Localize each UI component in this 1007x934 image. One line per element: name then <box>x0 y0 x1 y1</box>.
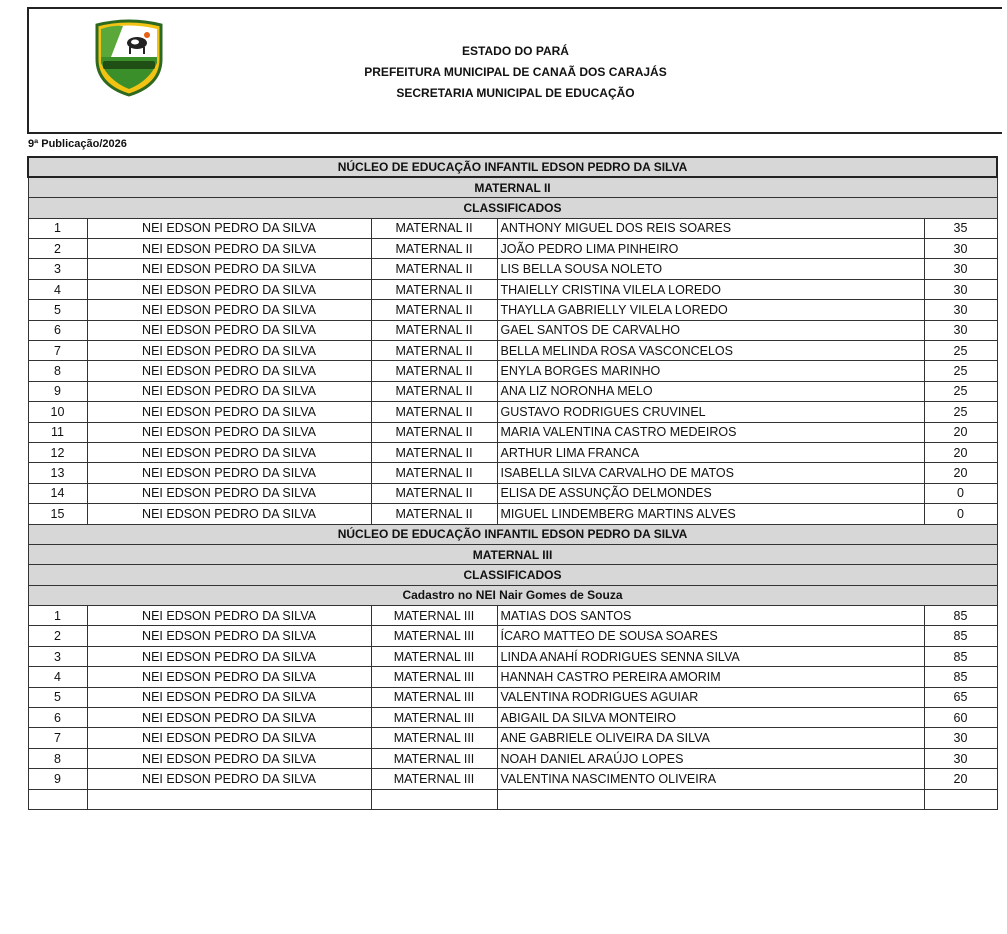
table-row <box>28 259 997 279</box>
section1-title <box>28 157 997 177</box>
publication-label: 9ª Publicação/2026 <box>28 138 127 150</box>
row-number-cell: 4 <box>28 667 87 687</box>
document-header <box>27 7 1002 134</box>
row-number-cell: 10 <box>28 402 87 422</box>
table-row <box>28 341 997 361</box>
school-name-cell: NEI EDSON PEDRO DA SILVA <box>87 606 371 626</box>
score-cell: 35 <box>924 218 997 238</box>
empty-cell <box>497 789 924 809</box>
score-cell: 25 <box>924 381 997 401</box>
score-cell: 30 <box>924 279 997 299</box>
student-name-cell: MIGUEL LINDEMBERG MARTINS ALVES <box>497 504 924 524</box>
school-name-cell: NEI EDSON PEDRO DA SILVA <box>87 361 371 381</box>
score-cell: 25 <box>924 341 997 361</box>
class-level-cell: MATERNAL II <box>371 361 497 381</box>
table-row <box>28 442 997 462</box>
school-name-cell: NEI EDSON PEDRO DA SILVA <box>87 300 371 320</box>
class-level-cell: MATERNAL II <box>371 442 497 462</box>
class-level-cell: MATERNAL III <box>371 687 497 707</box>
score-cell: 30 <box>924 728 997 748</box>
table-row <box>28 463 997 483</box>
class-level-cell: MATERNAL II <box>371 300 497 320</box>
school-name-cell: NEI EDSON PEDRO DA SILVA <box>87 442 371 462</box>
class-level-cell: MATERNAL III <box>371 769 497 789</box>
row-number-cell: 6 <box>28 320 87 340</box>
table-row <box>28 504 997 524</box>
table-row <box>28 239 997 259</box>
class-level-cell: MATERNAL III <box>371 728 497 748</box>
class-level-cell: MATERNAL III <box>371 646 497 666</box>
section2-level <box>28 544 997 564</box>
row-number-cell: 2 <box>28 239 87 259</box>
section2-title <box>28 524 997 544</box>
student-name-cell: JOÃO PEDRO LIMA PINHEIRO <box>497 239 924 259</box>
score-cell: 25 <box>924 361 997 381</box>
class-level-cell: MATERNAL III <box>371 708 497 728</box>
section2-note-text: Cadastro no NEI Nair Gomes de Souza <box>28 585 997 605</box>
score-cell: 25 <box>924 402 997 422</box>
table-row <box>28 748 997 768</box>
student-name-cell: LINDA ANAHÍ RODRIGUES SENNA SILVA <box>497 646 924 666</box>
student-name-cell: ABIGAIL DA SILVA MONTEIRO <box>497 708 924 728</box>
school-name-cell: NEI EDSON PEDRO DA SILVA <box>87 769 371 789</box>
student-name-cell: ANTHONY MIGUEL DOS REIS SOARES <box>497 218 924 238</box>
row-number-cell: 7 <box>28 728 87 748</box>
class-level-cell: MATERNAL II <box>371 259 497 279</box>
table-row <box>28 300 997 320</box>
score-cell: 20 <box>924 769 997 789</box>
student-name-cell: VALENTINA RODRIGUES AGUIAR <box>497 687 924 707</box>
section1-level <box>28 177 997 197</box>
student-name-cell: THAYLLA GABRIELLY VILELA LOREDO <box>497 300 924 320</box>
class-level-cell: MATERNAL II <box>371 218 497 238</box>
row-number-cell: 5 <box>28 300 87 320</box>
student-name-cell: LIS BELLA SOUSA NOLETO <box>497 259 924 279</box>
school-name-cell: NEI EDSON PEDRO DA SILVA <box>87 402 371 422</box>
row-number-cell: 13 <box>28 463 87 483</box>
table-row <box>28 687 997 707</box>
row-number-cell: 12 <box>28 442 87 462</box>
row-number-cell: 2 <box>28 626 87 646</box>
school-name-cell: NEI EDSON PEDRO DA SILVA <box>87 218 371 238</box>
student-name-cell: BELLA MELINDA ROSA VASCONCELOS <box>497 341 924 361</box>
table-row <box>28 667 997 687</box>
school-name-cell: NEI EDSON PEDRO DA SILVA <box>87 239 371 259</box>
school-name-cell: NEI EDSON PEDRO DA SILVA <box>87 626 371 646</box>
class-level-cell: MATERNAL II <box>371 239 497 259</box>
school-name-cell: NEI EDSON PEDRO DA SILVA <box>87 381 371 401</box>
school-name-cell: NEI EDSON PEDRO DA SILVA <box>87 279 371 299</box>
student-name-cell: ELISA DE ASSUNÇÃO DELMONDES <box>497 483 924 503</box>
student-name-cell: THAIELLY CRISTINA VILELA LOREDO <box>497 279 924 299</box>
row-number-cell: 5 <box>28 687 87 707</box>
table-row <box>28 483 997 503</box>
school-name-cell: NEI EDSON PEDRO DA SILVA <box>87 728 371 748</box>
score-cell: 0 <box>924 504 997 524</box>
class-level-cell: MATERNAL II <box>371 341 497 361</box>
section2-title-text: NÚCLEO DE EDUCAÇÃO INFANTIL EDSON PEDRO DA SILVA <box>28 524 997 544</box>
class-level-cell: MATERNAL III <box>371 606 497 626</box>
table-row <box>28 769 997 789</box>
row-number-cell: 14 <box>28 483 87 503</box>
row-number-cell: 11 <box>28 422 87 442</box>
header-prefecture: PREFEITURA MUNICIPAL DE CANAÃ DOS CARAJÁS <box>364 65 667 79</box>
class-level-cell: MATERNAL III <box>371 667 497 687</box>
student-name-cell: GUSTAVO RODRIGUES CRUVINEL <box>497 402 924 422</box>
table-row <box>28 606 997 626</box>
table-row <box>28 361 997 381</box>
school-name-cell: NEI EDSON PEDRO DA SILVA <box>87 504 371 524</box>
row-number-cell: 8 <box>28 361 87 381</box>
score-cell: 20 <box>924 442 997 462</box>
row-number-cell: 7 <box>28 341 87 361</box>
score-cell: 30 <box>924 320 997 340</box>
student-name-cell: NOAH DANIEL ARAÚJO LOPES <box>497 748 924 768</box>
student-name-cell: MARIA VALENTINA CASTRO MEDEIROS <box>497 422 924 442</box>
empty-cell <box>87 789 371 809</box>
classification-table <box>27 156 998 810</box>
student-name-cell: ANE GABRIELE OLIVEIRA DA SILVA <box>497 728 924 748</box>
score-cell: 30 <box>924 748 997 768</box>
student-name-cell: GAEL SANTOS DE CARVALHO <box>497 320 924 340</box>
school-name-cell: NEI EDSON PEDRO DA SILVA <box>87 708 371 728</box>
score-cell: 85 <box>924 626 997 646</box>
class-level-cell: MATERNAL II <box>371 402 497 422</box>
class-level-cell: MATERNAL II <box>371 381 497 401</box>
row-number-cell: 3 <box>28 646 87 666</box>
school-name-cell: NEI EDSON PEDRO DA SILVA <box>87 422 371 442</box>
section1-status-text: CLASSIFICADOS <box>28 198 997 218</box>
row-number-cell: 6 <box>28 708 87 728</box>
class-level-cell: MATERNAL II <box>371 422 497 442</box>
score-cell: 0 <box>924 483 997 503</box>
class-level-cell: MATERNAL III <box>371 626 497 646</box>
class-level-cell: MATERNAL II <box>371 320 497 340</box>
row-number-cell: 9 <box>28 381 87 401</box>
school-name-cell: NEI EDSON PEDRO DA SILVA <box>87 687 371 707</box>
section1-level-text: MATERNAL II <box>28 177 997 197</box>
section1-title-text: NÚCLEO DE EDUCAÇÃO INFANTIL EDSON PEDRO DA SILVA <box>28 157 997 177</box>
school-name-cell: NEI EDSON PEDRO DA SILVA <box>87 748 371 768</box>
row-number-cell: 15 <box>28 504 87 524</box>
school-name-cell: NEI EDSON PEDRO DA SILVA <box>87 341 371 361</box>
section1-status <box>28 198 997 218</box>
score-cell: 60 <box>924 708 997 728</box>
score-cell: 85 <box>924 667 997 687</box>
table-row <box>28 279 997 299</box>
empty-cell <box>28 789 87 809</box>
table-row <box>28 218 997 238</box>
school-name-cell: NEI EDSON PEDRO DA SILVA <box>87 259 371 279</box>
row-number-cell: 9 <box>28 769 87 789</box>
class-level-cell: MATERNAL III <box>371 748 497 768</box>
student-name-cell: ARTHUR LIMA FRANCA <box>497 442 924 462</box>
score-cell: 20 <box>924 422 997 442</box>
row-number-cell: 1 <box>28 218 87 238</box>
score-cell: 85 <box>924 646 997 666</box>
student-name-cell: ISABELLA SILVA CARVALHO DE MATOS <box>497 463 924 483</box>
table-row <box>28 626 997 646</box>
empty-cell <box>924 789 997 809</box>
score-cell: 30 <box>924 259 997 279</box>
empty-cell <box>371 789 497 809</box>
score-cell: 30 <box>924 239 997 259</box>
student-name-cell: HANNAH CASTRO PEREIRA AMORIM <box>497 667 924 687</box>
school-name-cell: NEI EDSON PEDRO DA SILVA <box>87 320 371 340</box>
class-level-cell: MATERNAL II <box>371 483 497 503</box>
section2-level-text: MATERNAL III <box>28 544 997 564</box>
school-name-cell: NEI EDSON PEDRO DA SILVA <box>87 463 371 483</box>
class-level-cell: MATERNAL II <box>371 279 497 299</box>
section2-status-text: CLASSIFICADOS <box>28 565 997 585</box>
section2-note <box>28 585 997 605</box>
score-cell: 85 <box>924 606 997 626</box>
section2-status <box>28 565 997 585</box>
score-cell: 65 <box>924 687 997 707</box>
class-level-cell: MATERNAL II <box>371 504 497 524</box>
row-number-cell: 8 <box>28 748 87 768</box>
student-name-cell: ÍCARO MATTEO DE SOUSA SOARES <box>497 626 924 646</box>
table-row <box>28 422 997 442</box>
score-cell: 30 <box>924 300 997 320</box>
table-row <box>28 320 997 340</box>
student-name-cell: ANA LIZ NORONHA MELO <box>497 381 924 401</box>
header-secretariat: SECRETARIA MUNICIPAL DE EDUCAÇÃO <box>396 86 635 100</box>
school-name-cell: NEI EDSON PEDRO DA SILVA <box>87 646 371 666</box>
empty-row <box>28 789 997 809</box>
table-row <box>28 381 997 401</box>
table-row <box>28 402 997 422</box>
student-name-cell: MATIAS DOS SANTOS <box>497 606 924 626</box>
student-name-cell: VALENTINA NASCIMENTO OLIVEIRA <box>497 769 924 789</box>
school-name-cell: NEI EDSON PEDRO DA SILVA <box>87 667 371 687</box>
table-row <box>28 728 997 748</box>
score-cell: 20 <box>924 463 997 483</box>
class-level-cell: MATERNAL II <box>371 463 497 483</box>
table-row <box>28 646 997 666</box>
student-name-cell: ENYLA BORGES MARINHO <box>497 361 924 381</box>
row-number-cell: 1 <box>28 606 87 626</box>
row-number-cell: 3 <box>28 259 87 279</box>
header-state: ESTADO DO PARÁ <box>462 44 569 58</box>
school-name-cell: NEI EDSON PEDRO DA SILVA <box>87 483 371 503</box>
table-row <box>28 708 997 728</box>
row-number-cell: 4 <box>28 279 87 299</box>
